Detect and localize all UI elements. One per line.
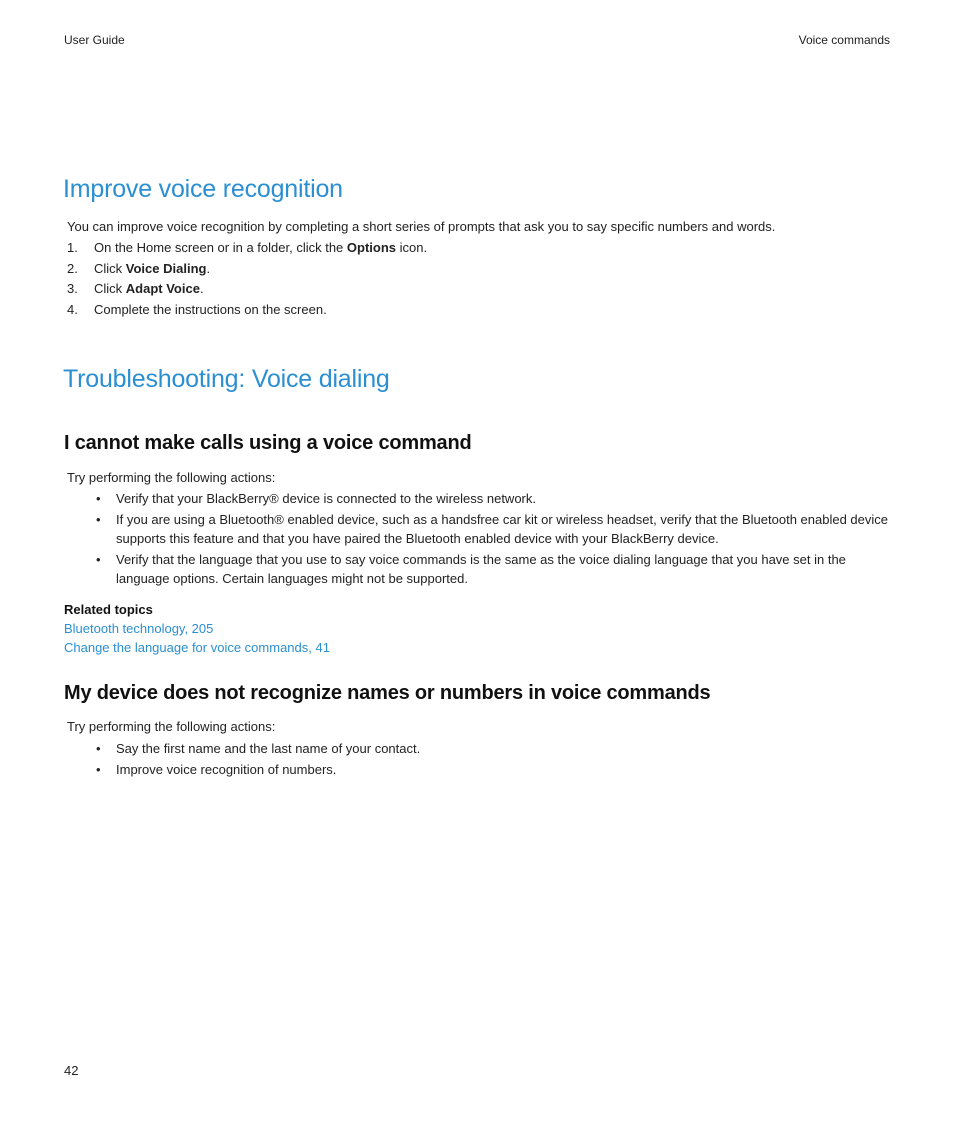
bullet-dot-icon: •	[96, 762, 101, 777]
bullet-text: Improve voice recognition of numbers.	[116, 762, 337, 777]
sub2-bullets	[96, 739, 892, 781]
step-number: 1.	[67, 240, 78, 255]
step-text-end: .	[199, 281, 204, 296]
bullet-text: Say the first name and the last name of your contact.	[116, 741, 421, 756]
step-item	[67, 238, 427, 259]
sub1-bullets	[96, 489, 892, 590]
step-number: 2.	[67, 260, 78, 276]
step-bold-text: Voice Dialing	[125, 260, 207, 276]
step-text: On the Home screen or in a folder, click the	[94, 240, 347, 255]
bullet-dot-icon: •	[96, 491, 101, 506]
step-text: Click	[94, 260, 126, 276]
step-text-end: .	[206, 260, 211, 276]
step-number: 3.	[67, 281, 78, 296]
section1-intro: You can improve voice recognition by completing a short series of prompts that ask you to say specific numbers and words.	[67, 219, 776, 234]
sub1-intro: Try performing the following actions:	[67, 470, 276, 485]
running-header-left: User Guide	[64, 33, 125, 47]
sub2-intro: Try performing the following actions:	[67, 719, 276, 734]
related-topics-title: Related topics	[64, 602, 153, 617]
related-link-bluetooth[interactable]: Bluetooth technology, 205	[64, 621, 214, 636]
bullet-dot-icon: •	[96, 552, 101, 567]
subheading-device-does-not-recognize: My device does not recognize names or numbers in voice commands	[64, 682, 711, 704]
bullet-item	[96, 739, 892, 758]
heading-improve-voice-recognition: Improve voice recognition	[63, 175, 343, 203]
running-header-right: Voice commands	[798, 33, 890, 47]
step-text-end: icon.	[396, 240, 428, 255]
bullet-item	[96, 489, 892, 508]
bullet-item	[96, 510, 892, 548]
step-bold-text: Options	[346, 240, 397, 255]
step-text: Complete the instructions on the screen.	[94, 301, 327, 317]
bullet-dot-icon: •	[96, 512, 101, 527]
step-text: Click	[94, 281, 126, 296]
step-item	[67, 279, 427, 300]
bullet-item	[96, 550, 892, 588]
bullet-text: Verify that your BlackBerry® device is connected to the wireless network.	[116, 491, 536, 506]
subheading-cannot-make-calls: I cannot make calls using a voice command	[64, 432, 472, 454]
step-item	[67, 259, 427, 280]
bullet-item	[96, 760, 892, 779]
step-item	[67, 300, 427, 321]
bullet-dot-icon: •	[96, 741, 101, 756]
bullet-text: If you are using a Bluetooth® enabled device, such as a handsfree car kit or wireless headset, verify that the Bluetooth enabled device supports this feature and that you have paired the Bluetooth enabled device with your BlackBerry device.	[116, 512, 888, 546]
heading-troubleshooting-voice-dialing: Troubleshooting: Voice dialing	[63, 365, 390, 393]
page-number: 42	[64, 1063, 79, 1078]
step-bold-text: Adapt Voice	[125, 281, 200, 296]
bullet-text: Verify that the language that you use to say voice commands is the same as the voice dialing language that you have set in the language options. Certain languages might not be supported.	[116, 552, 846, 586]
related-link-change-language[interactable]: Change the language for voice commands, 41	[64, 640, 330, 655]
section1-steps	[67, 238, 427, 320]
step-number: 4.	[67, 301, 78, 317]
